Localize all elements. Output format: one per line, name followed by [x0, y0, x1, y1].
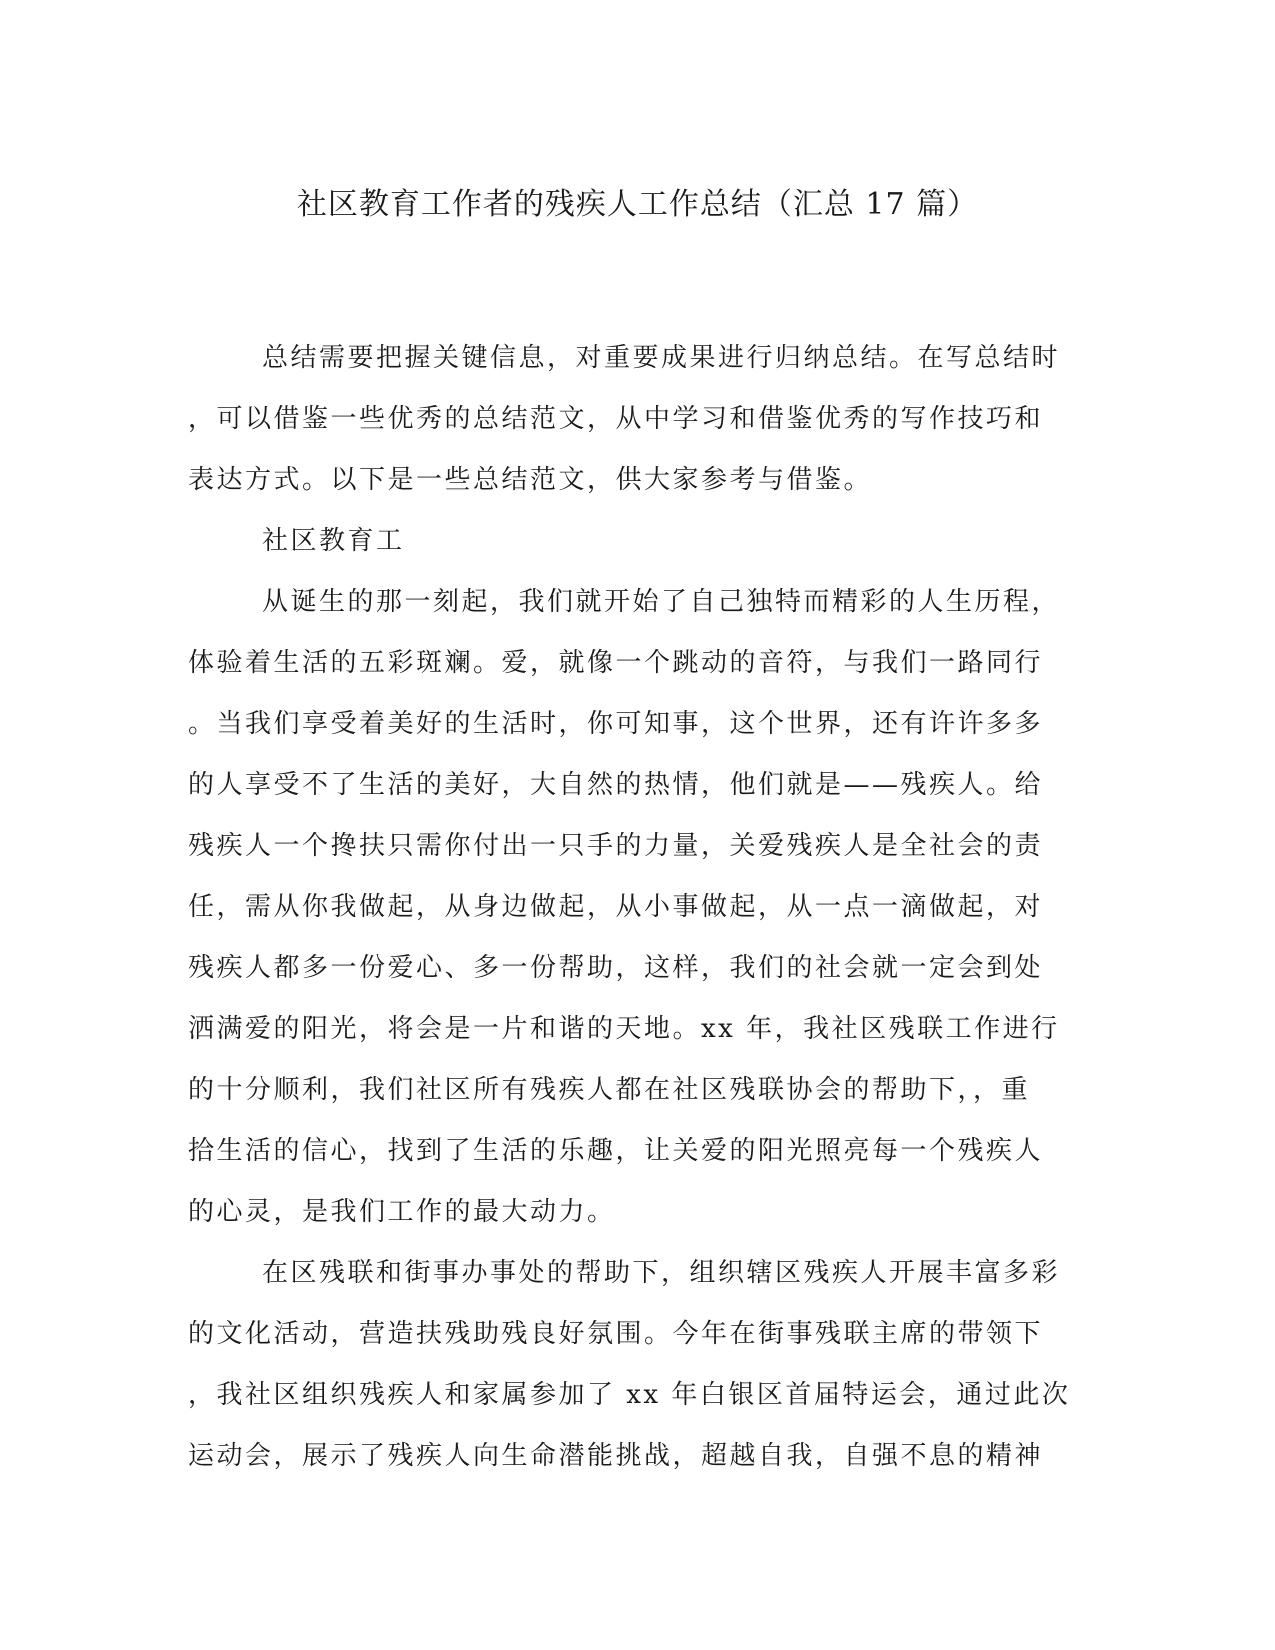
document-body: [188, 328, 1071, 1487]
text-line: 从诞生的那一刻起，我们就开始了自己独特而精彩的人生历程，: [262, 587, 1061, 617]
text-line: 任，需从你我做起，从身边做起，从小事做起，从一点一滴做起，对: [188, 892, 1044, 922]
text-line: 残疾人一个搀扶只需你付出一只手的力量，关爱残疾人是全社会的责: [188, 831, 1044, 861]
text-line: 运动会，展示了残疾人向生命潜能挑战，超越自我，自强不息的精神: [188, 1441, 1044, 1471]
text-line: ，我社区组织残疾人和家属参加了 xx 年白银区首届特运会，通过此次: [188, 1380, 1071, 1410]
paragraph: [188, 328, 1068, 511]
text-line: 的人享受不了生活的美好，大自然的热情，他们就是——残疾人。给: [188, 770, 1044, 800]
text-line: 在区残联和街事办事处的帮助下，组织辖区残疾人开展丰富多彩: [262, 1258, 1061, 1288]
text-line: 体验着生活的五彩斑斓。爱，就像一个跳动的音符，与我们一路同行: [188, 648, 1044, 678]
text-line: 的十分顺利，我们社区所有残疾人都在社区残联协会的帮助下，，重: [188, 1075, 1031, 1105]
text-line: 表达方式。以下是一些总结范文，供大家参考与借鉴。: [188, 465, 873, 495]
text-line: 的文化活动，营造扶残助残良好氛围。今年在街事残联主席的带领下: [188, 1319, 1044, 1349]
document-title: 社区教育工作者的残疾人工作总结（汇总 17 篇）: [296, 187, 979, 222]
text-line: 总结需要把握关键信息，对重要成果进行归纳总结。在写总结时: [262, 343, 1061, 373]
text-line: ，可以借鉴一些优秀的总结范文，从中学习和借鉴优秀的写作技巧和: [188, 404, 1044, 434]
paragraph: [188, 511, 1068, 572]
paragraph: [188, 1243, 1071, 1487]
text-line: 洒满爱的阳光，将会是一片和谐的天地。xx 年，我社区残联工作进行: [188, 1014, 1060, 1044]
text-line: 残疾人都多一份爱心、多一份帮助，这样，我们的社会就一定会到处: [188, 953, 1044, 983]
paragraph: [188, 572, 1068, 1243]
text-line: 拾生活的信心，找到了生活的乐趣，让关爱的阳光照亮每一个残疾人: [188, 1136, 1044, 1166]
text-line: 的心灵，是我们工作的最大动力。: [188, 1197, 616, 1227]
text-line: 。当我们享受着美好的生活时，你可知事，这个世界，还有许许多多: [188, 709, 1044, 739]
text-line: 社区教育工: [262, 526, 405, 556]
